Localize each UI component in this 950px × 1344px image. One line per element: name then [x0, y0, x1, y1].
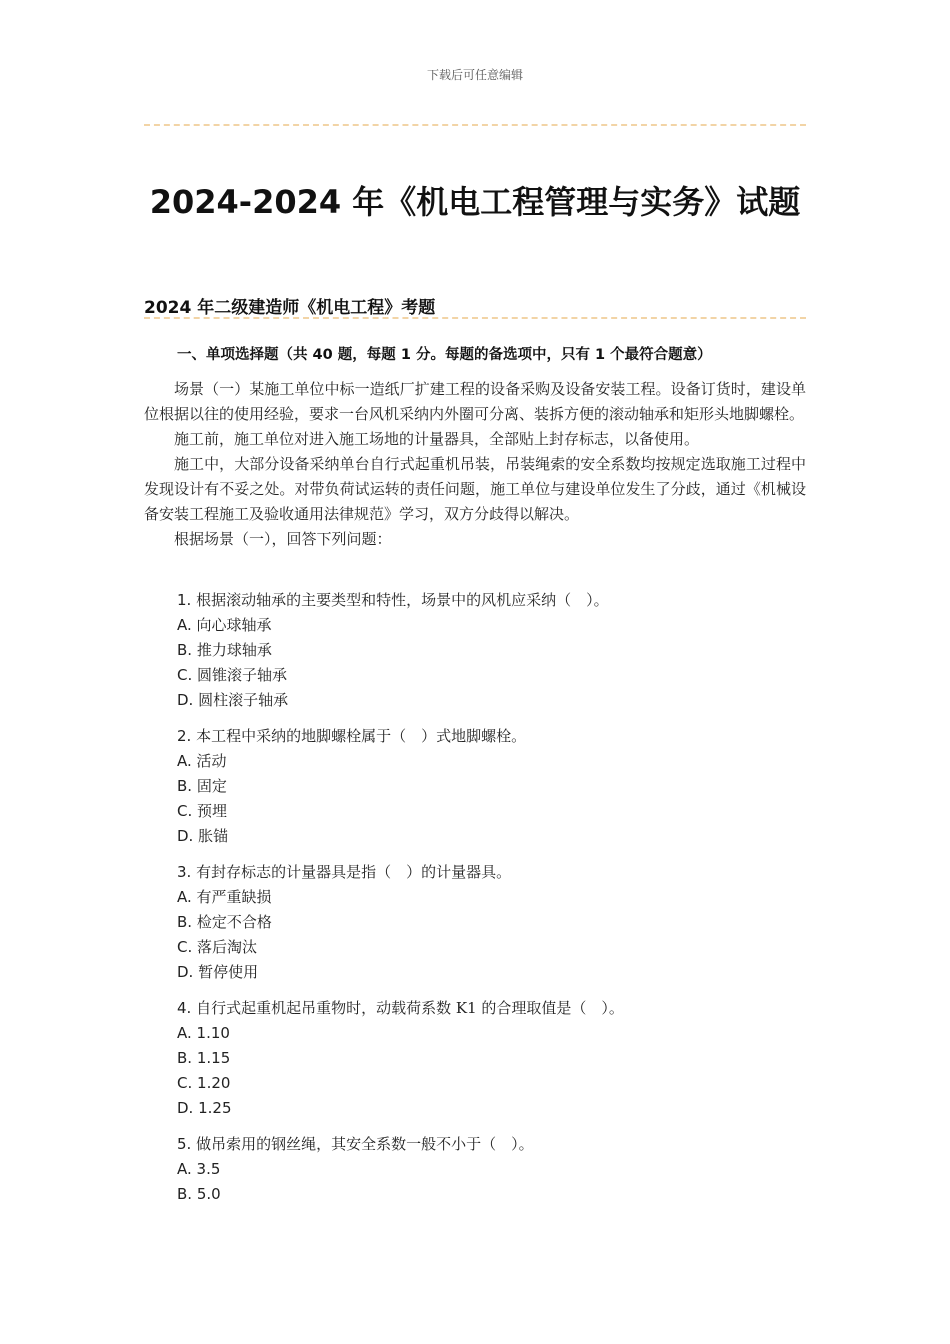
- scenario-paragraph: 施工中，大部分设备采纳单台自行式起重机吊装，吊装绳索的安全系数均按规定选取施工过程中发现设计有不妥之处。对带负荷试运转的责任问题，施工单位与建设单位发生了分歧，通过《机械设备安装工程施工及验收通用法律规范》学习，双方分歧得以解决。: [144, 455, 806, 523]
- option-label: B.: [177, 641, 193, 659]
- option-line: [177, 1071, 806, 1096]
- option-text: 推力球轴承: [196, 641, 272, 659]
- question-stem: [177, 996, 806, 1021]
- option-line: [177, 1157, 806, 1182]
- header-divider: [144, 124, 806, 126]
- question-number: 3.: [177, 863, 192, 881]
- option-label: B.: [177, 777, 193, 795]
- option-line: [177, 960, 806, 985]
- question-text: 有封存标志的计量器具是指（ ）的计量器具。: [196, 863, 512, 881]
- option-line: [177, 749, 806, 774]
- question-item: [177, 860, 806, 985]
- question-number: 5.: [177, 1135, 192, 1153]
- option-line: [177, 935, 806, 960]
- option-text: 1.15: [196, 1049, 231, 1067]
- option-line: [177, 1046, 806, 1071]
- question-text: 本工程中采纳的地脚螺栓属于（ ）式地脚螺栓。: [196, 727, 527, 745]
- option-line: [177, 638, 806, 663]
- option-text: 活动: [196, 752, 227, 770]
- option-line: [177, 1096, 806, 1121]
- option-label: D.: [177, 827, 194, 845]
- option-label: C.: [177, 666, 193, 684]
- scenario-paragraph: 施工前，施工单位对进入施工场地的计量器具，全部贴上封存标志，以备使用。: [174, 430, 700, 448]
- question-text: 做吊索用的钢丝绳，其安全系数一般不小于（ ）。: [196, 1135, 534, 1153]
- option-line: [177, 1182, 806, 1207]
- option-label: A.: [177, 888, 192, 906]
- option-line: [177, 910, 806, 935]
- question-text: 自行式起重机起吊重物时，动载荷系数 K1 的合理取值是（ ）。: [196, 999, 624, 1017]
- section-heading: 一、单项选择题（共 40 题，每题 1 分。每题的备选项中，只有 1 个最符合题意）: [177, 347, 712, 363]
- option-text: 向心球轴承: [196, 616, 272, 634]
- option-text: 预埋: [197, 802, 228, 820]
- option-label: B.: [177, 1049, 193, 1067]
- subtitle-divider: [144, 317, 806, 319]
- scenario-paragraph: 场景（一）某施工单位中标一造纸厂扩建工程的设备采购及设备安装工程。设备订货时，建设单位根据以往的使用经验，要求一台风机采纳内外圈可分离、装拆方便的滚动轴承和矩形头地脚螺栓。: [144, 380, 806, 423]
- question-stem: [177, 860, 806, 885]
- question-item: [177, 588, 806, 713]
- option-text: 落后淘汰: [197, 938, 258, 956]
- option-text: 1.25: [198, 1099, 232, 1117]
- option-label: A.: [177, 752, 192, 770]
- option-label: C.: [177, 802, 193, 820]
- option-label: A.: [177, 1160, 192, 1178]
- question-stem: [177, 1132, 806, 1157]
- option-label: D.: [177, 1099, 194, 1117]
- option-label: B.: [177, 1185, 193, 1203]
- option-line: [177, 885, 806, 910]
- question-stem: [177, 724, 806, 749]
- option-text: 固定: [196, 777, 227, 795]
- option-text: 检定不合格: [196, 913, 272, 931]
- question-list: [177, 588, 806, 1218]
- option-label: D.: [177, 691, 194, 709]
- option-label: C.: [177, 938, 193, 956]
- question-number: 2.: [177, 727, 192, 745]
- header-note: 下载后可任意编辑: [426, 68, 523, 82]
- option-label: A.: [177, 1024, 192, 1042]
- option-line: [177, 688, 806, 713]
- option-line: [177, 824, 806, 849]
- option-label: A.: [177, 616, 192, 634]
- option-line: [177, 799, 806, 824]
- option-text: 1.10: [196, 1024, 230, 1042]
- option-text: 1.20: [197, 1074, 231, 1092]
- option-text: 5.0: [196, 1185, 221, 1203]
- option-label: C.: [177, 1074, 193, 1092]
- option-text: 圆锥滚子轴承: [197, 666, 288, 684]
- question-item: [177, 724, 806, 849]
- question-number: 4.: [177, 999, 192, 1017]
- option-line: [177, 1021, 806, 1046]
- question-number: 1.: [177, 591, 192, 609]
- question-item: [177, 1132, 806, 1207]
- option-line: [177, 774, 806, 799]
- option-text: 胀锚: [198, 827, 229, 845]
- scenario-block: [144, 377, 806, 552]
- option-line: [177, 663, 806, 688]
- page-title: 2024-2024 年《机电工程管理与实务》试题: [149, 183, 801, 221]
- option-text: 3.5: [196, 1160, 221, 1178]
- question-text: 根据滚动轴承的主要类型和特性，场景中的风机应采纳（ ）。: [196, 591, 609, 609]
- exam-subtitle: 2024 年二级建造师《机电工程》考题: [144, 298, 436, 318]
- option-text: 有严重缺损: [196, 888, 272, 906]
- option-line: [177, 613, 806, 638]
- option-text: 圆柱滚子轴承: [198, 691, 289, 709]
- question-item: [177, 996, 806, 1121]
- scenario-paragraph: 根据场景（一），回答下列问题：: [174, 530, 392, 548]
- question-stem: [177, 588, 806, 613]
- option-label: D.: [177, 963, 194, 981]
- option-text: 暂停使用: [198, 963, 259, 981]
- option-label: B.: [177, 913, 193, 931]
